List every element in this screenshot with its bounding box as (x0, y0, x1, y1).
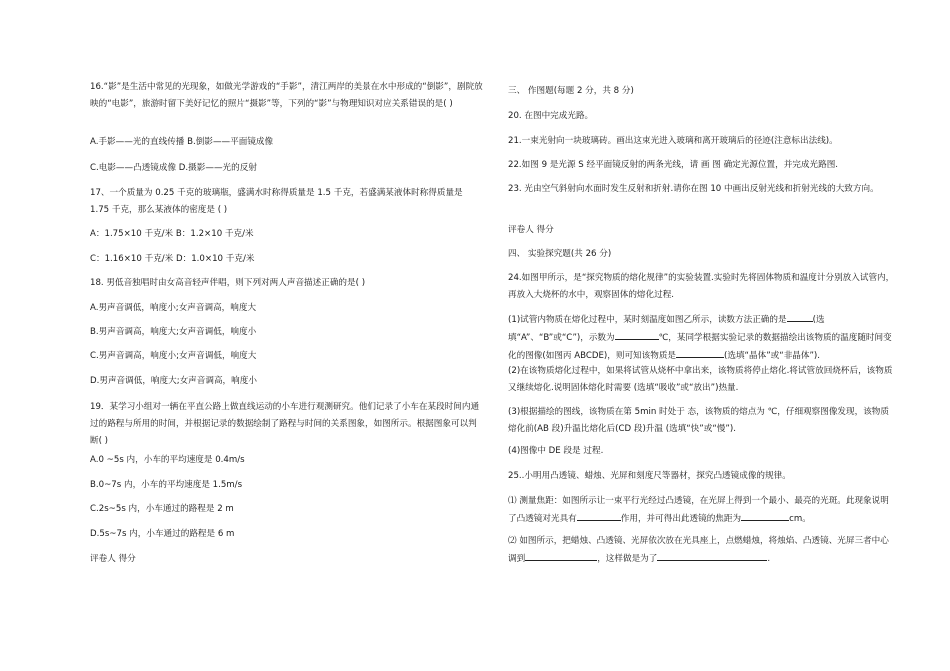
question-24-part-3: (3)根据描绘的图线，该物质在第 5min 时处于 态，该物质的熔点为 ℃，仔细观察图像发现，该物质熔化前(AB 段)升温比熔化后(CD 段)升温 (选填“快”或“慢”). (508, 407, 889, 434)
question-21: 21.一束光射向一块玻璃砖。画出这束光进入玻璃和离开玻璃后的径迹(注意标出法线)。 (508, 136, 838, 146)
q25-2-text-c: . (767, 554, 771, 564)
question-16-options-ab: A.手影——光的直线传播 B.倒影——平面镜成像 (90, 137, 274, 147)
grader-score-label-right: 评卷人 得分 (508, 225, 554, 235)
answer-blank[interactable] (577, 510, 621, 521)
answer-blank[interactable] (787, 311, 813, 322)
answer-blank[interactable] (676, 347, 724, 358)
question-25-part-1 (508, 493, 896, 528)
question-16-stem: 16.“影”是生活中常见的光现象，如做光学游戏的“手影”，清江两岸的美景在水中形成的“倒影”，剧院放映的“电影”，旅游时留下美好记忆的照片“摄影”等，下列的“影”与物理知识对应关系错误的是( ) (90, 82, 483, 109)
q24-1-text-d: (选填“晶体”或“非晶体”). (724, 351, 821, 361)
question-22: 22.如图 9 是光源 S 经平面镜反射的两条光线，请 画 图 确定光源位置，并完成光路图. (508, 160, 839, 170)
answer-blank[interactable] (615, 329, 659, 340)
answer-blank[interactable] (741, 510, 789, 521)
answer-blank[interactable] (525, 550, 597, 561)
question-19-option-b: B.0~7s 内，小车的平均速度是 1.5m/s (90, 480, 243, 490)
answer-blank[interactable] (657, 550, 767, 561)
question-16-options-cd: C.电影——凸透镜成像 D.摄影——光的反射 (90, 163, 257, 173)
q24-1-text-c: ℃，某同学根据实验记录的数据描绘出该物质的温度随时间变化的图像(如图丙 ABCDE)，则可知该物质是 (508, 333, 892, 361)
section-3-title: 三、 作图题(每题 2 分，共 8 分) (508, 86, 634, 96)
question-18-option-b: B.男声音调高，响度大;女声音调低，响度小 (90, 327, 257, 337)
question-25-stem: 25..小明用凸透镜、蜡烛、光屏和刻度尺等器材，探究凸透镜成像的规律。 (508, 471, 791, 481)
grader-score-label: 评卷人 得分 (90, 554, 136, 564)
question-18-option-a: A.男声音调低，响度小;女声音调高，响度大 (90, 303, 257, 313)
question-19-option-c: C.2s~5s 内，小车通过的路程是 2 m (90, 504, 234, 514)
q25-2-text-a: ⑵ 如图所示，把蜡烛、凸透镜、光屏依次放在光具座上，点燃蜡烛，将烛焰、凸透镜、光屏三者中心调到 (508, 536, 889, 564)
question-25-part-2 (508, 533, 896, 568)
question-20: 20. 在图中完成光路。 (508, 111, 594, 121)
question-17-options-cd: C：1.16×10 千克/米 D：1.0×10 千克/米 (90, 254, 255, 264)
q25-2-text-b: ，这样做是为了 (597, 554, 658, 564)
question-19-option-d: D.5s~7s 内，小车通过的路程是 6 m (90, 529, 235, 539)
q24-1-text-b: (选填“A”、“B”或“C”)，示数为 (508, 315, 825, 343)
question-18-stem: 18. 男低音独唱时由女高音轻声伴唱，则下列对两人声音描述正确的是( ) (90, 278, 366, 288)
question-24-stem: 24.如图甲所示，是“探究物质的熔化规律”的实验装置.实验时先将固体物质和温度计分别放入试管内，再放入大烧杯的水中，观察固体的熔化过程. (508, 273, 895, 300)
q25-1-text-a: ⑴ 测量焦距：如图所示让一束平行光经过凸透镜，在光屏上得到一个最小、最亮的光斑。此现象说明了凸透镜对光具有 (508, 496, 889, 524)
q25-1-text-c: cm。 (789, 514, 811, 524)
question-18-option-c: C.男声音调高，响度小;女声音调低，响度大 (90, 351, 257, 361)
question-17-stem: 17、一个质量为 0.25 千克的玻璃瓶，盛满水时称得质量是 1.5 千克，若盛满某液体时称得质量是 1.75 千克，那么某液体的密度是 ( ) (90, 188, 463, 215)
question-23: 23. 光由空气斜射向水面时发生反射和折射.请你在图 10 中画出反射光线和折射光线的大致方向。 (508, 184, 879, 194)
question-24-part-1 (508, 311, 896, 365)
question-24-part-2: (2)在该物质熔化过程中，如果将试管从烧杯中拿出来，该物质将停止熔化.将试管放回烧杯后，该物质又继续熔化.说明固体熔化时需要 (选填“吸收”或“放出”)热量. (508, 366, 893, 393)
q25-1-text-b: 作用，并可得出此透镜的焦距为 (620, 514, 742, 524)
question-18-option-d: D.男声音调低，响度大;女声音调高，响度小 (90, 376, 257, 386)
question-19-stem: 19．某学习小组对一辆在平直公路上做直线运动的小车进行观测研究。他们记录了小车在某段时间内通过的路程与所用的时间，并根据记录的数据绘制了路程与时间的关系图象，如图所示。根据图象可以判断( ) (90, 402, 480, 446)
q24-1-text-a: (1)试管内物质在熔化过程中，某时刻温度如图乙所示，读数方法正确的是 (508, 315, 787, 325)
question-24-part-4: (4)图像中 DE 段是 过程. (508, 446, 604, 456)
question-17-options-ab: A：1.75×10 千克/米 B：1.2×10 千克/米 (90, 229, 254, 239)
question-19-option-a: A.0 ~5s 内，小车的平均速度是 0.4m/s (90, 455, 245, 465)
section-4-title: 四、 实验探究题(共 26 分) (508, 249, 612, 259)
